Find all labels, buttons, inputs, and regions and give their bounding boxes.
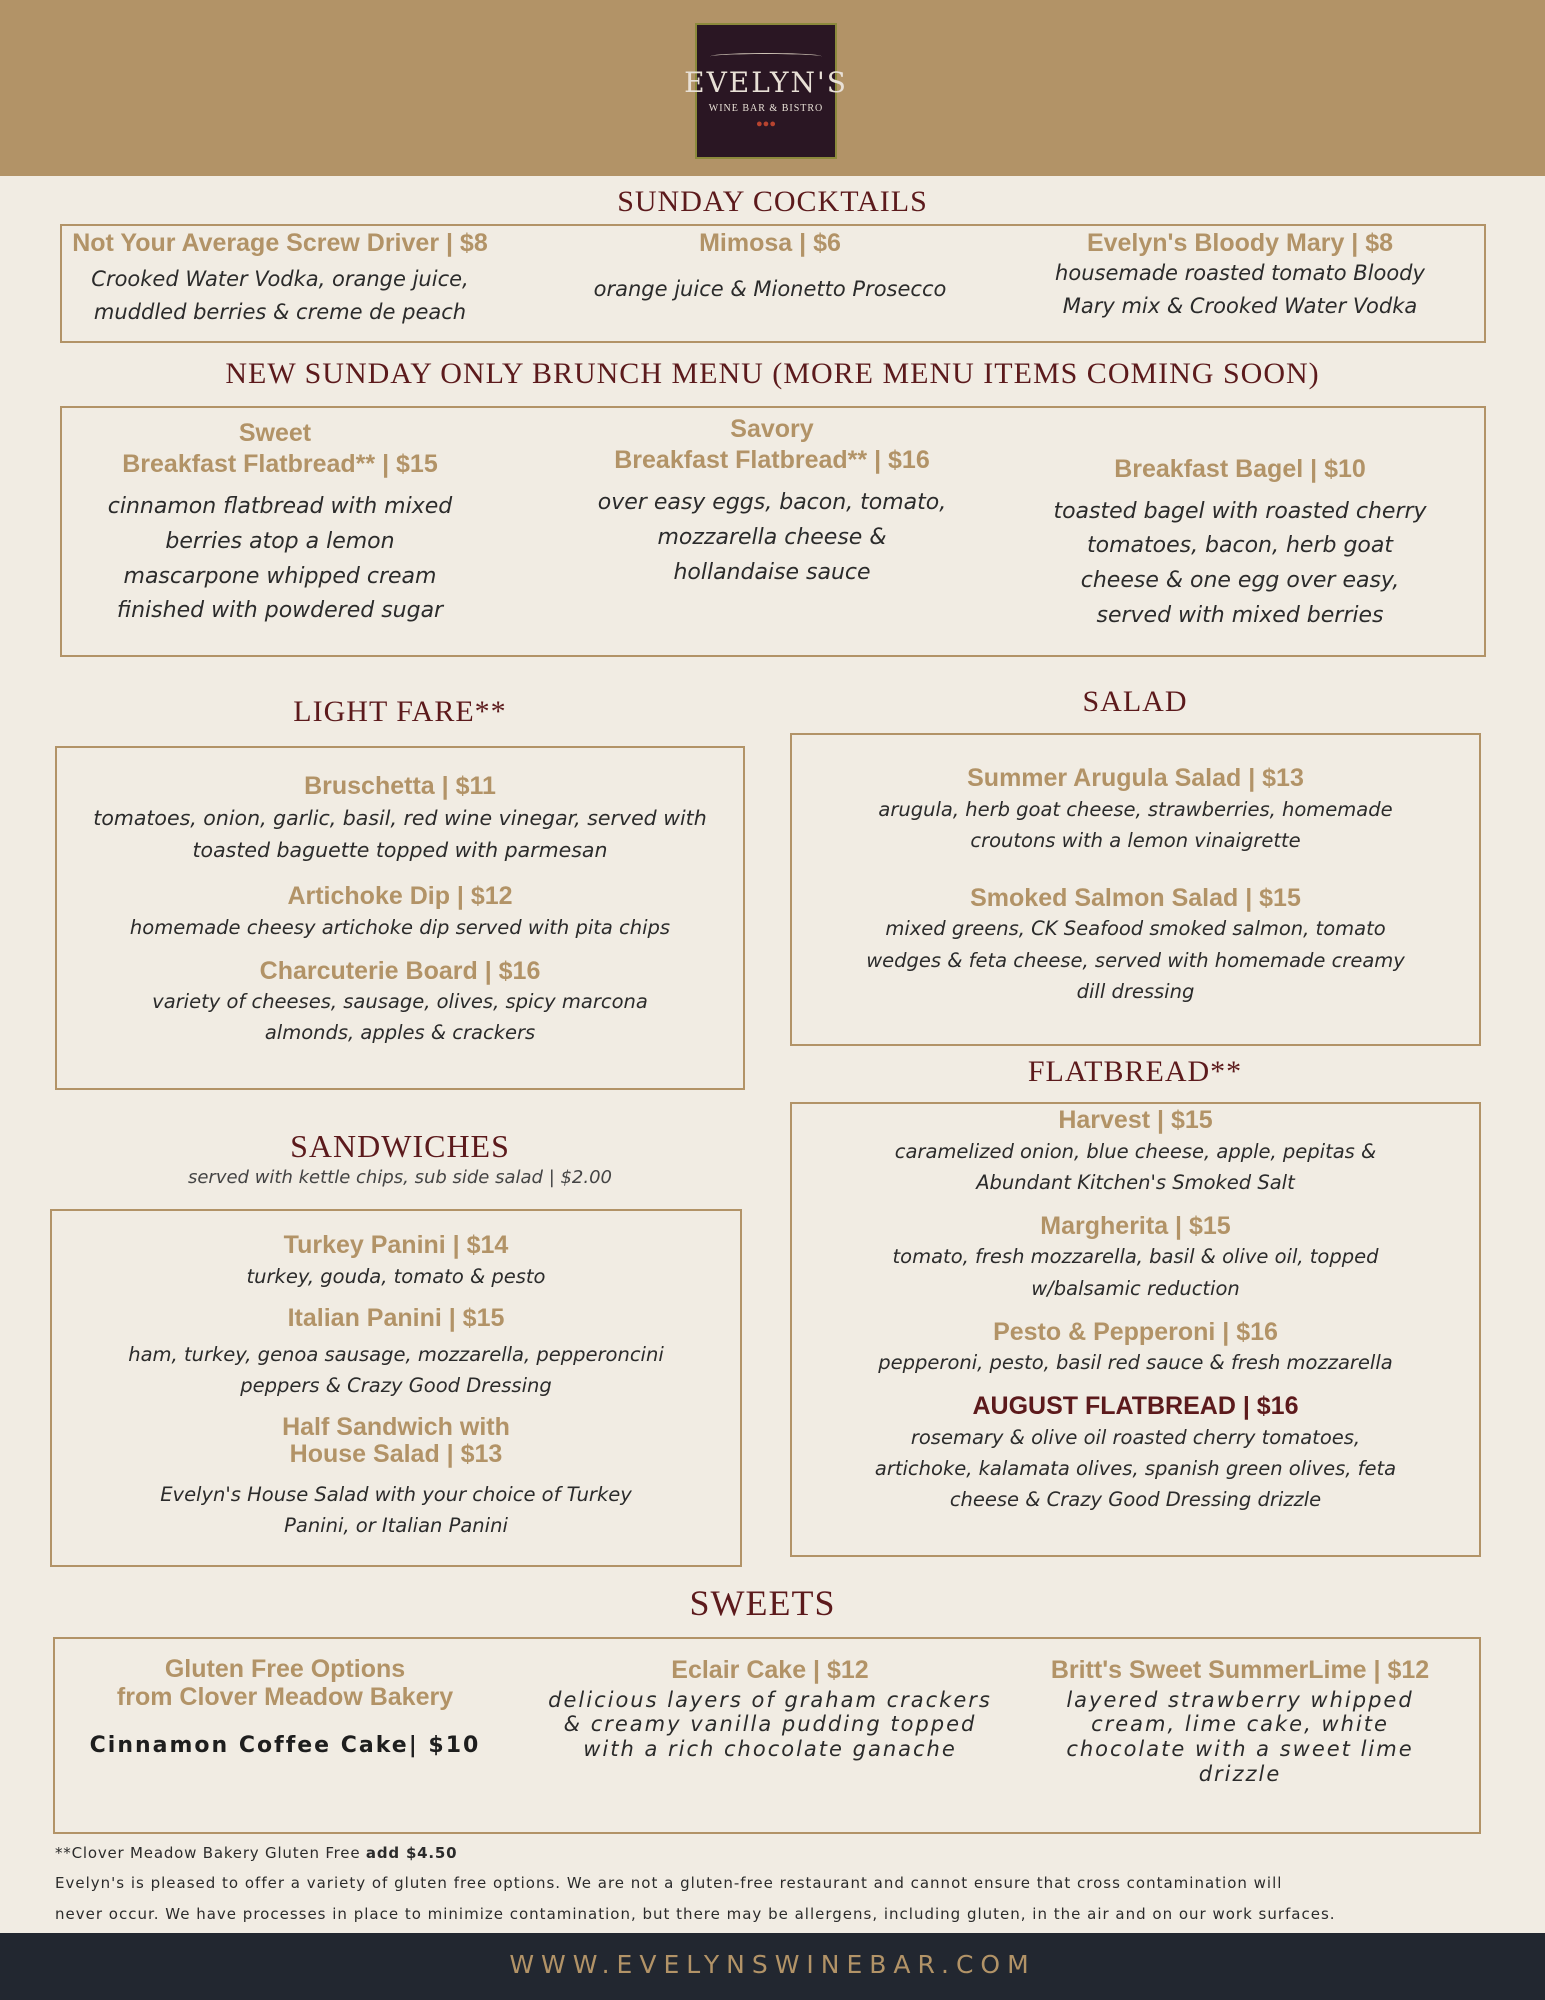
gluten-free-title: Gluten Free Options from Clover Meadow Bakery bbox=[116, 1655, 454, 1711]
menu-item-name: Smoked Salmon Salad | $15 bbox=[970, 883, 1301, 912]
brunch-item bbox=[562, 414, 982, 590]
cocktail-desc: orange juice & Mionetto Prosecco bbox=[593, 276, 947, 301]
menu-item-name: Harvest | $15 bbox=[1058, 1106, 1213, 1134]
menu-item-desc: delicious layers of graham crackers & creamy vanilla pudding topped with a rich chocolate ganache bbox=[548, 1687, 992, 1762]
menu-item-name: Half Sandwich with House Salad | $13 bbox=[282, 1412, 510, 1469]
salad-heading: SALAD bbox=[1082, 685, 1188, 718]
flatbread-list bbox=[793, 1106, 1478, 1516]
light-fare-heading: LIGHT FARE** bbox=[293, 695, 507, 728]
menu-item-desc: Evelyn's House Salad with your choice of Turkey Panini, or Italian Panini bbox=[160, 1482, 632, 1537]
sweets-item bbox=[540, 1656, 1000, 1762]
cocktail-name: Not Your Average Screw Driver | $8 bbox=[72, 229, 488, 257]
gluten-free-block bbox=[70, 1656, 500, 1758]
brunch-name: Sweet Breakfast Flatbread** | $15 bbox=[122, 419, 438, 478]
sandwiches-heading: SANDWICHES bbox=[290, 1128, 510, 1164]
logo-subtitle: WINE BAR & BISTRO bbox=[708, 102, 824, 114]
logo-swirl bbox=[710, 53, 822, 60]
cocktail-item bbox=[1020, 229, 1460, 323]
menu-item-desc: arugula, herb goat cheese, strawberries, homemade croutons with a lemon vinaigrette bbox=[878, 797, 1393, 852]
menu-item-name: Turkey Panini | $14 bbox=[283, 1231, 509, 1259]
menu-item-name: Artichoke Dip | $12 bbox=[287, 882, 513, 911]
menu-item-name: Summer Arugula Salad | $13 bbox=[967, 764, 1304, 792]
menu-item-name: Pesto & Pepperoni | $16 bbox=[993, 1317, 1278, 1346]
light-fare-list bbox=[58, 772, 742, 1049]
brunch-name: Savory Breakfast Flatbread** | $16 bbox=[614, 415, 930, 474]
cocktail-item bbox=[64, 229, 496, 329]
brunch-desc: cinnamon flatbread with mixed berries atop a lemon mascarpone whipped cream finished with powdered sugar bbox=[107, 494, 453, 624]
sweets-item bbox=[1010, 1656, 1470, 1787]
menu-item-name: Margherita | $15 bbox=[1040, 1211, 1231, 1240]
menu-item-name: Eclair Cake | $12 bbox=[671, 1656, 869, 1684]
menu-item-desc: variety of cheeses, sausage, olives, spicy marcona almonds, apples & crackers bbox=[152, 990, 648, 1045]
featured-item-name: AUGUST FLATBREAD | $16 bbox=[972, 1392, 1299, 1421]
logo[interactable] bbox=[684, 23, 848, 159]
cocktail-item bbox=[560, 229, 980, 306]
menu-item-desc: ham, turkey, genoa sausage, mozzarella, pepperoncini peppers & Crazy Good Dressing bbox=[128, 1343, 664, 1398]
sweets-heading: SWEETS bbox=[689, 1583, 836, 1623]
sandwiches-subheading: served with kettle chips, sub side salad | $2.00 bbox=[187, 1167, 613, 1188]
brunch-item bbox=[1020, 455, 1460, 634]
menu-item-desc: tomato, fresh mozzarella, basil & olive oil, topped w/balsamic reduction bbox=[892, 1245, 1379, 1300]
menu-item-desc: homemade cheesy artichoke dip served with pita chips bbox=[129, 915, 671, 939]
sandwiches-list bbox=[53, 1231, 739, 1541]
logo-name: EVELYN'S bbox=[684, 65, 848, 99]
cocktail-desc: Crooked Water Vodka, orange juice, muddled berries & creme de peach bbox=[91, 266, 469, 324]
cocktail-desc: housemade roasted tomato Bloody Mary mix & Crooked Water Vodka bbox=[1055, 260, 1425, 318]
menu-item-desc: mixed greens, CK Seafood smoked salmon, tomato wedges & feta cheese, served with homemade creamy dill dressing bbox=[866, 917, 1405, 1003]
cocktail-name: Evelyn's Bloody Mary | $8 bbox=[1086, 229, 1394, 257]
menu-item-desc: caramelized onion, blue cheese, apple, pepitas & Abundant Kitchen's Smoked Salt bbox=[894, 1139, 1377, 1194]
gluten-free-item: Cinnamon Coffee Cake| $10 bbox=[89, 1733, 481, 1758]
brunch-desc: over easy eggs, bacon, tomato, mozzarella cheese & hollandaise sauce bbox=[597, 490, 947, 585]
menu-item-desc: rosemary & olive oil roasted cherry tomatoes, artichoke, kalamata olives, spanish green olives, feta cheese & Crazy Good Dressing drizzle bbox=[874, 1425, 1397, 1512]
menu-item-name: Charcuterie Board | $16 bbox=[259, 956, 541, 985]
brunch-desc: toasted bagel with roasted cherry tomatoes, bacon, herb goat cheese & one egg over easy, served with mixed berries bbox=[1053, 498, 1427, 628]
disclaimer-line: never occur. We have processes in place to minimize contamination, but there may be allergens, including gluten, in the air and on our work surfaces. bbox=[55, 1905, 1336, 1923]
menu-item-desc: turkey, gouda, tomato & pesto bbox=[246, 1264, 546, 1288]
menu-item-name: Bruschetta | $11 bbox=[304, 772, 496, 800]
gluten-free-note: **Clover Meadow Bakery Gluten Free add $4.50 bbox=[55, 1844, 458, 1862]
menu-item-name: Britt's Sweet SummerLime | $12 bbox=[1050, 1656, 1430, 1684]
disclaimer-line: Evelyn's is pleased to offer a variety of gluten free options. We are not a gluten-free restaurant and cannot ensure that cross contamination will bbox=[55, 1874, 1283, 1892]
brunch-heading: NEW SUNDAY ONLY BRUNCH MENU (MORE MENU ITEMS COMING SOON) bbox=[225, 357, 1320, 390]
cocktails-heading: SUNDAY COCKTAILS bbox=[617, 185, 928, 218]
menu-item-desc: pepperoni, pesto, basil red sauce & fresh mozzarella bbox=[878, 1351, 1393, 1375]
flatbread-heading: FLATBREAD** bbox=[1027, 1055, 1243, 1088]
brunch-item bbox=[70, 418, 490, 629]
cocktail-name: Mimosa | $6 bbox=[699, 229, 841, 257]
salad-list bbox=[793, 764, 1478, 1007]
menu-item-name: Italian Panini | $15 bbox=[287, 1303, 505, 1332]
menu-item-desc: layered strawberry whipped cream, lime cake, white chocolate with a sweet lime drizzle bbox=[1066, 1687, 1414, 1786]
brunch-name: Breakfast Bagel | $10 bbox=[1114, 455, 1366, 483]
grapes-icon: ●●● bbox=[756, 117, 776, 130]
menu-item-desc: tomatoes, onion, garlic, basil, red wine vinegar, served with toasted baguette topped with parmesan bbox=[93, 805, 707, 863]
website-link[interactable]: WWW.EVELYNSWINEBAR.COM bbox=[509, 1950, 1036, 1979]
